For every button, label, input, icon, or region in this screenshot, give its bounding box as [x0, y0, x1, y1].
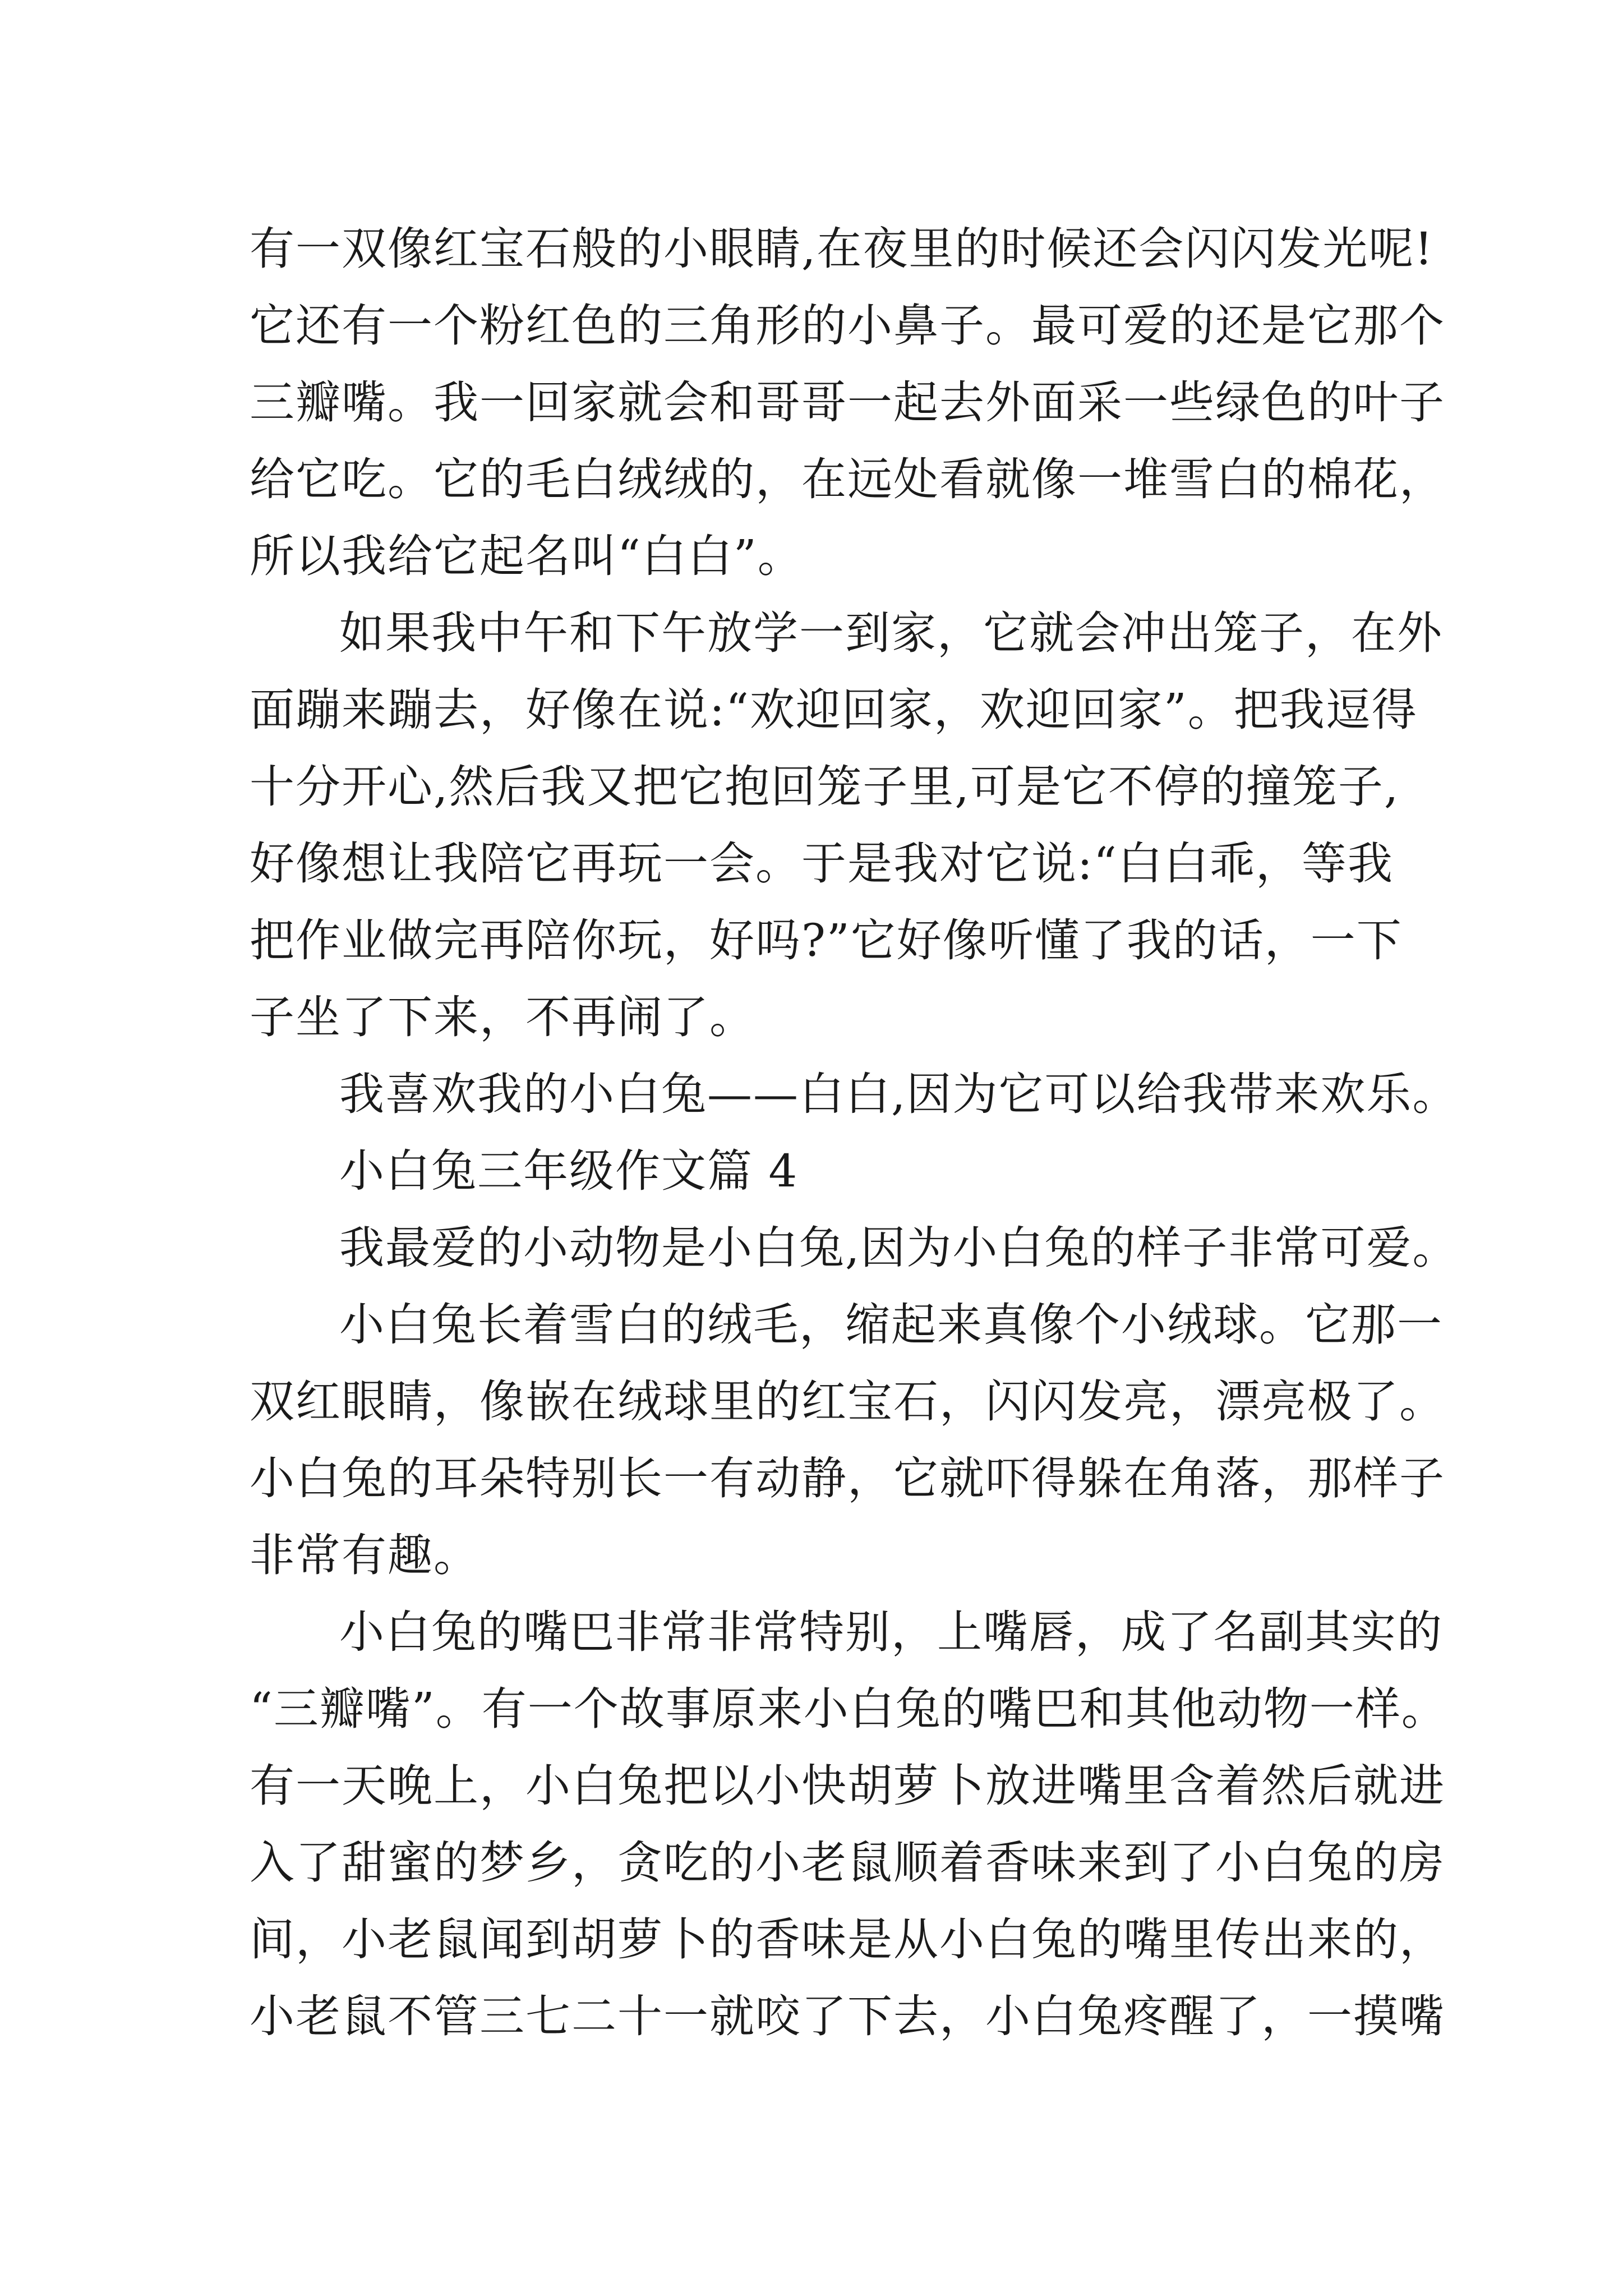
text-line: 小老鼠不管三七二十一就咬了下去，小白兔疼醒了，一摸嘴	[250, 1990, 1445, 2042]
text-line: 小白兔的嘴巴非常非常特别，上嘴唇，成了名副其实的	[339, 1606, 1443, 1658]
text-line: 三瓣嘴。我一回家就会和哥哥一起去外面采一些绿色的叶子	[250, 376, 1445, 429]
text-line: 面蹦来蹦去，好像在说:“欢迎回家，欢迎回家”。把我逗得	[250, 684, 1418, 736]
text-line: 把作业做完再陪你玩，好吗?”它好像听懂了我的话，一下	[250, 914, 1403, 967]
document-body	[250, 210, 1459, 2055]
text-line: 有一双像红宝石般的小眼睛,在夜里的时候还会闪闪发光呢!	[250, 223, 1434, 275]
text-line: “三瓣嘴”。有一个故事原来小白兔的嘴巴和其他动物一样。	[250, 1683, 1447, 1735]
text-line: 双红眼睛，像嵌在绒球里的红宝石，闪闪发亮，漂亮极了。	[250, 1375, 1445, 1428]
text-line: 它还有一个粉红色的三角形的小鼻子。最可爱的还是它那个	[250, 300, 1445, 352]
text-line: 小白兔长着雪白的绒毛，缩起来真像个小绒球。它那一	[339, 1299, 1443, 1351]
text-line: 入了甜蜜的梦乡，贪吃的小老鼠顺着香味来到了小白兔的房	[250, 1837, 1445, 1889]
text-line: 非常有趣。	[250, 1529, 479, 1581]
text-line: 子坐了下来，不再闹了。	[250, 991, 755, 1043]
text-line: 好像想让我陪它再玩一会。于是我对它说:“白白乖，等我	[250, 838, 1394, 890]
text-line: 我喜欢我的小白兔——白白,因为它可以给我带来欢乐。	[339, 1068, 1459, 1120]
text-line: 小白兔的耳朵特别长一有动静，它就吓得躲在角落，那样子	[250, 1452, 1445, 1504]
text-line: 所以我给它起名叫“白白”。	[250, 530, 804, 582]
text-line: 小白兔三年级作文篇 4	[339, 1145, 799, 1197]
text-line: 有一天晚上，小白兔把以小快胡萝卜放进嘴里含着然后就进	[250, 1760, 1445, 1812]
text-line: 我最爱的小动物是小白兔,因为小白兔的样子非常可爱。	[339, 1222, 1459, 1274]
text-line: 十分开心,然后我又把它抱回笼子里,可是它不停的撞笼子,	[250, 761, 1400, 813]
text-line: 间，小老鼠闻到胡萝卜的香味是从小白兔的嘴里传出来的，	[250, 1913, 1445, 1966]
text-line: 给它吃。它的毛白绒绒的，在远处看就像一堆雪白的棉花，	[250, 453, 1445, 505]
text-line: 如果我中午和下午放学一到家，它就会冲出笼子，在外	[339, 607, 1443, 659]
